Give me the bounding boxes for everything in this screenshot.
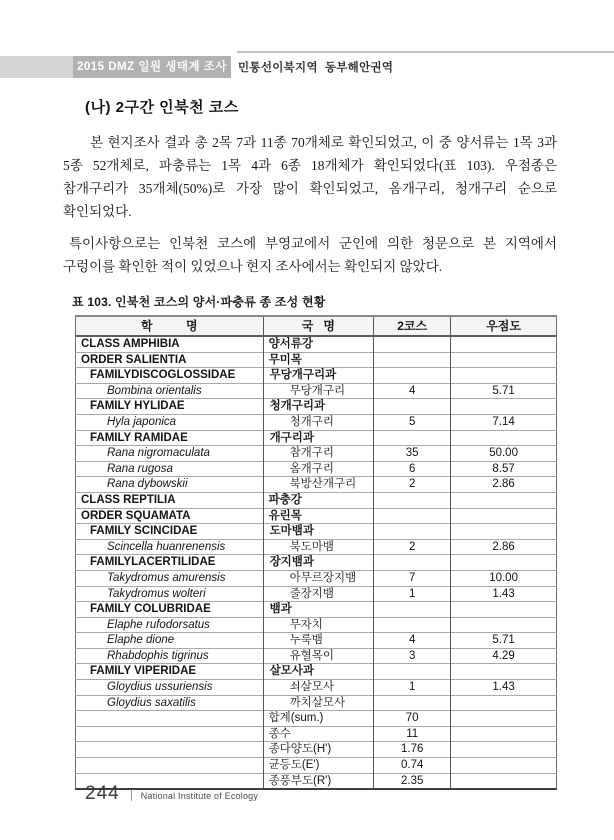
cell-dominance — [451, 555, 557, 571]
table-row — [76, 477, 557, 493]
col-course2: 2코스 — [374, 316, 451, 336]
cell-scientific-name: Takydromus amurensis — [76, 570, 264, 586]
cell-scientific-name: ORDER SQUAMATA — [76, 508, 264, 524]
cell-course2-count — [374, 617, 451, 633]
cell-dominance — [451, 336, 557, 352]
cell-dominance: 5.71 — [451, 633, 557, 649]
footer-divider — [131, 790, 132, 801]
cell-korean-name: 옴개구리 — [263, 461, 374, 477]
cell-korean-name: 무자치 — [263, 617, 374, 633]
cell-course2-count — [374, 352, 451, 368]
cell-dominance — [451, 508, 557, 524]
table-row — [76, 695, 557, 711]
cell-dominance — [451, 742, 557, 758]
cell-korean-name: 유혈목이 — [263, 648, 374, 664]
col-scientific-name: 학 명 — [76, 316, 264, 336]
cell-scientific-name: Scincella huanrenensis — [76, 539, 264, 555]
cell-korean-name: 아무르장지뱀 — [263, 570, 374, 586]
header-rule — [237, 51, 614, 53]
cell-course2-count: 0.74 — [374, 758, 451, 774]
table-row — [76, 633, 557, 649]
cell-course2-count — [374, 695, 451, 711]
cell-dominance — [451, 399, 557, 415]
table-row — [76, 430, 557, 446]
cell-scientific-name: FAMILYDISCOGLOSSIDAE — [76, 368, 264, 384]
cell-scientific-name: CLASS REPTILIA — [76, 492, 264, 508]
cell-dominance — [451, 617, 557, 633]
table-row — [76, 664, 557, 680]
cell-course2-count: 5 — [374, 414, 451, 430]
cell-korean-name: 무당개구리 — [263, 383, 374, 399]
col-korean-name: 국 명 — [263, 316, 374, 336]
table-row — [76, 648, 557, 664]
cell-scientific-name: FAMILYLACERTILIDAE — [76, 555, 264, 571]
table-row — [76, 680, 557, 696]
cell-korean-name: 도마뱀과 — [263, 524, 374, 540]
table-row — [76, 446, 557, 462]
table-row — [76, 617, 557, 633]
cell-dominance: 1.43 — [451, 680, 557, 696]
cell-course2-count — [374, 555, 451, 571]
cell-dominance — [451, 368, 557, 384]
cell-course2-count — [374, 508, 451, 524]
table-row — [76, 368, 557, 384]
cell-course2-count: 3 — [374, 648, 451, 664]
cell-course2-count: 4 — [374, 383, 451, 399]
cell-course2-count: 35 — [374, 446, 451, 462]
cell-dominance — [451, 492, 557, 508]
header-region-label: 민통선이북지역 동부해안권역 — [238, 62, 394, 74]
cell-dominance — [451, 352, 557, 368]
cell-scientific-name: ORDER SALIENTIA — [76, 352, 264, 368]
cell-korean-name: 청개구리 — [263, 414, 374, 430]
table-row — [76, 399, 557, 415]
cell-korean-name: 북방산개구리 — [263, 477, 374, 493]
cell-scientific-name: Gloydius ussuriensis — [76, 680, 264, 696]
paragraph-special-note: 특이사항으로는 인북천 코스에 부영교에서 군인에 의한 청문으로 본 지역에서 구렁이를 확인한 적이 있었으나 현지 조사에서는 확인되지 않았다. — [63, 236, 557, 274]
table-row — [76, 539, 557, 555]
cell-scientific-name: FAMILY RAMIDAE — [76, 430, 264, 446]
cell-korean-name: 까치살모사 — [263, 695, 374, 711]
cell-korean-name: 양서류강 — [263, 336, 374, 352]
section-title: (나) 2구간 인북천 코스 — [85, 99, 239, 116]
cell-course2-count: 1 — [374, 680, 451, 696]
table-row — [76, 508, 557, 524]
species-composition-table — [75, 315, 557, 790]
table-row — [76, 414, 557, 430]
cell-korean-name: 유린목 — [263, 508, 374, 524]
cell-course2-count — [374, 664, 451, 680]
cell-course2-count — [374, 524, 451, 540]
cell-course2-count — [374, 492, 451, 508]
cell-korean-name: 종수 — [263, 726, 374, 742]
cell-scientific-name: Gloydius saxatilis — [76, 695, 264, 711]
cell-dominance — [451, 726, 557, 742]
cell-korean-name: 누룩뱀 — [263, 633, 374, 649]
cell-course2-count — [374, 368, 451, 384]
cell-course2-count: 2 — [374, 539, 451, 555]
cell-korean-name: 무미목 — [263, 352, 374, 368]
cell-korean-name: 합계(sum.) — [263, 711, 374, 727]
cell-scientific-name: FAMILY SCINCIDAE — [76, 524, 264, 540]
cell-scientific-name: FAMILY COLUBRIDAE — [76, 602, 264, 618]
cell-course2-count — [374, 336, 451, 352]
cell-scientific-name — [76, 711, 264, 727]
cell-scientific-name: Takydromus wolteri — [76, 586, 264, 602]
table-row — [76, 602, 557, 618]
table-header-row — [76, 316, 557, 336]
cell-dominance: 2.86 — [451, 539, 557, 555]
cell-korean-name: 장지뱀과 — [263, 555, 374, 571]
cell-dominance — [451, 664, 557, 680]
cell-korean-name: 참개구리 — [263, 446, 374, 462]
page-footer — [85, 783, 258, 805]
table-row — [76, 555, 557, 571]
cell-korean-name: 종다양도(H') — [263, 742, 374, 758]
table-row — [76, 742, 557, 758]
table-row — [76, 461, 557, 477]
cell-dominance: 8.57 — [451, 461, 557, 477]
cell-scientific-name: Rana rugosa — [76, 461, 264, 477]
table-row — [76, 570, 557, 586]
cell-korean-name: 무당개구리과 — [263, 368, 374, 384]
report-series-badge: 2015 DMZ 일원 생태계 조사 — [73, 56, 231, 78]
cell-course2-count: 2.35 — [374, 773, 451, 789]
cell-korean-name: 줄장지뱀 — [263, 586, 374, 602]
cell-korean-name: 북도마뱀 — [263, 539, 374, 555]
table-caption: 표 103. 인북천 코스의 양서·파충류 종 조성 현황 — [72, 295, 326, 309]
cell-scientific-name: Bombina orientalis — [76, 383, 264, 399]
cell-korean-name: 파충강 — [263, 492, 374, 508]
cell-dominance — [451, 430, 557, 446]
cell-course2-count: 7 — [374, 570, 451, 586]
table-row — [76, 758, 557, 774]
cell-dominance — [451, 602, 557, 618]
cell-scientific-name: FAMILY HYLIDAE — [76, 399, 264, 415]
cell-korean-name: 종풍부도(R') — [263, 773, 374, 789]
cell-dominance: 5.71 — [451, 383, 557, 399]
page-number: 244 — [85, 783, 120, 804]
cell-dominance: 4.29 — [451, 648, 557, 664]
cell-korean-name: 개구리과 — [263, 430, 374, 446]
table-row — [76, 711, 557, 727]
cell-scientific-name — [76, 758, 264, 774]
header-bar — [0, 56, 231, 78]
cell-scientific-name — [76, 742, 264, 758]
table-row — [76, 383, 557, 399]
cell-scientific-name: Rhabdophis tigrinus — [76, 648, 264, 664]
institute-name: National Institute of Ecology — [140, 790, 259, 801]
cell-scientific-name: Hyla japonica — [76, 414, 264, 430]
table-row — [76, 492, 557, 508]
cell-course2-count — [374, 430, 451, 446]
cell-course2-count: 1.76 — [374, 742, 451, 758]
cell-course2-count: 70 — [374, 711, 451, 727]
cell-scientific-name: Elaphe rufodorsatus — [76, 617, 264, 633]
cell-course2-count — [374, 602, 451, 618]
cell-course2-count: 6 — [374, 461, 451, 477]
cell-korean-name: 쇠살모사 — [263, 680, 374, 696]
cell-course2-count — [374, 399, 451, 415]
cell-scientific-name — [76, 726, 264, 742]
cell-course2-count: 4 — [374, 633, 451, 649]
table-row — [76, 726, 557, 742]
cell-dominance: 7.14 — [451, 414, 557, 430]
cell-scientific-name: CLASS AMPHIBIA — [81, 338, 180, 350]
table-row — [76, 524, 557, 540]
col-dominance: 우점도 — [451, 316, 557, 336]
cell-korean-name: 청개구리과 — [263, 399, 374, 415]
cell-scientific-name: Rana dybowskii — [76, 477, 264, 493]
cell-dominance: 2.86 — [451, 477, 557, 493]
cell-scientific-name: FAMILY VIPERIDAE — [76, 664, 264, 680]
table-row — [76, 352, 557, 368]
table-row — [76, 336, 557, 352]
cell-dominance — [451, 711, 557, 727]
cell-dominance — [451, 758, 557, 774]
cell-dominance — [451, 524, 557, 540]
cell-dominance — [451, 773, 557, 789]
cell-course2-count: 11 — [374, 726, 451, 742]
cell-korean-name: 균등도(E') — [263, 758, 374, 774]
cell-dominance: 1.43 — [451, 586, 557, 602]
page-content — [63, 96, 557, 790]
cell-korean-name: 뱀과 — [263, 602, 374, 618]
cell-dominance — [451, 695, 557, 711]
cell-dominance: 50.00 — [451, 446, 557, 462]
cell-scientific-name: Elaphe dione — [76, 633, 264, 649]
cell-korean-name: 살모사과 — [263, 664, 374, 680]
cell-scientific-name: Rana nigromaculata — [76, 446, 264, 462]
cell-course2-count: 1 — [374, 586, 451, 602]
cell-course2-count: 2 — [374, 477, 451, 493]
paragraph-survey-result: 본 현지조사 결과 총 2목 7과 11종 70개체로 확인되었고, 이 중 양서류는 1목 3과 5종 52개체로, 파충류는 1목 4과 6종 18개체가 확인되었다(표 103). 우점종은 참개구리가 35개체(50%)로 가장 많이 확인되었고, 옴개구리, 청개구리 순으로 확인되었다. — [63, 135, 557, 219]
table-row — [76, 586, 557, 602]
cell-dominance: 10.00 — [451, 570, 557, 586]
